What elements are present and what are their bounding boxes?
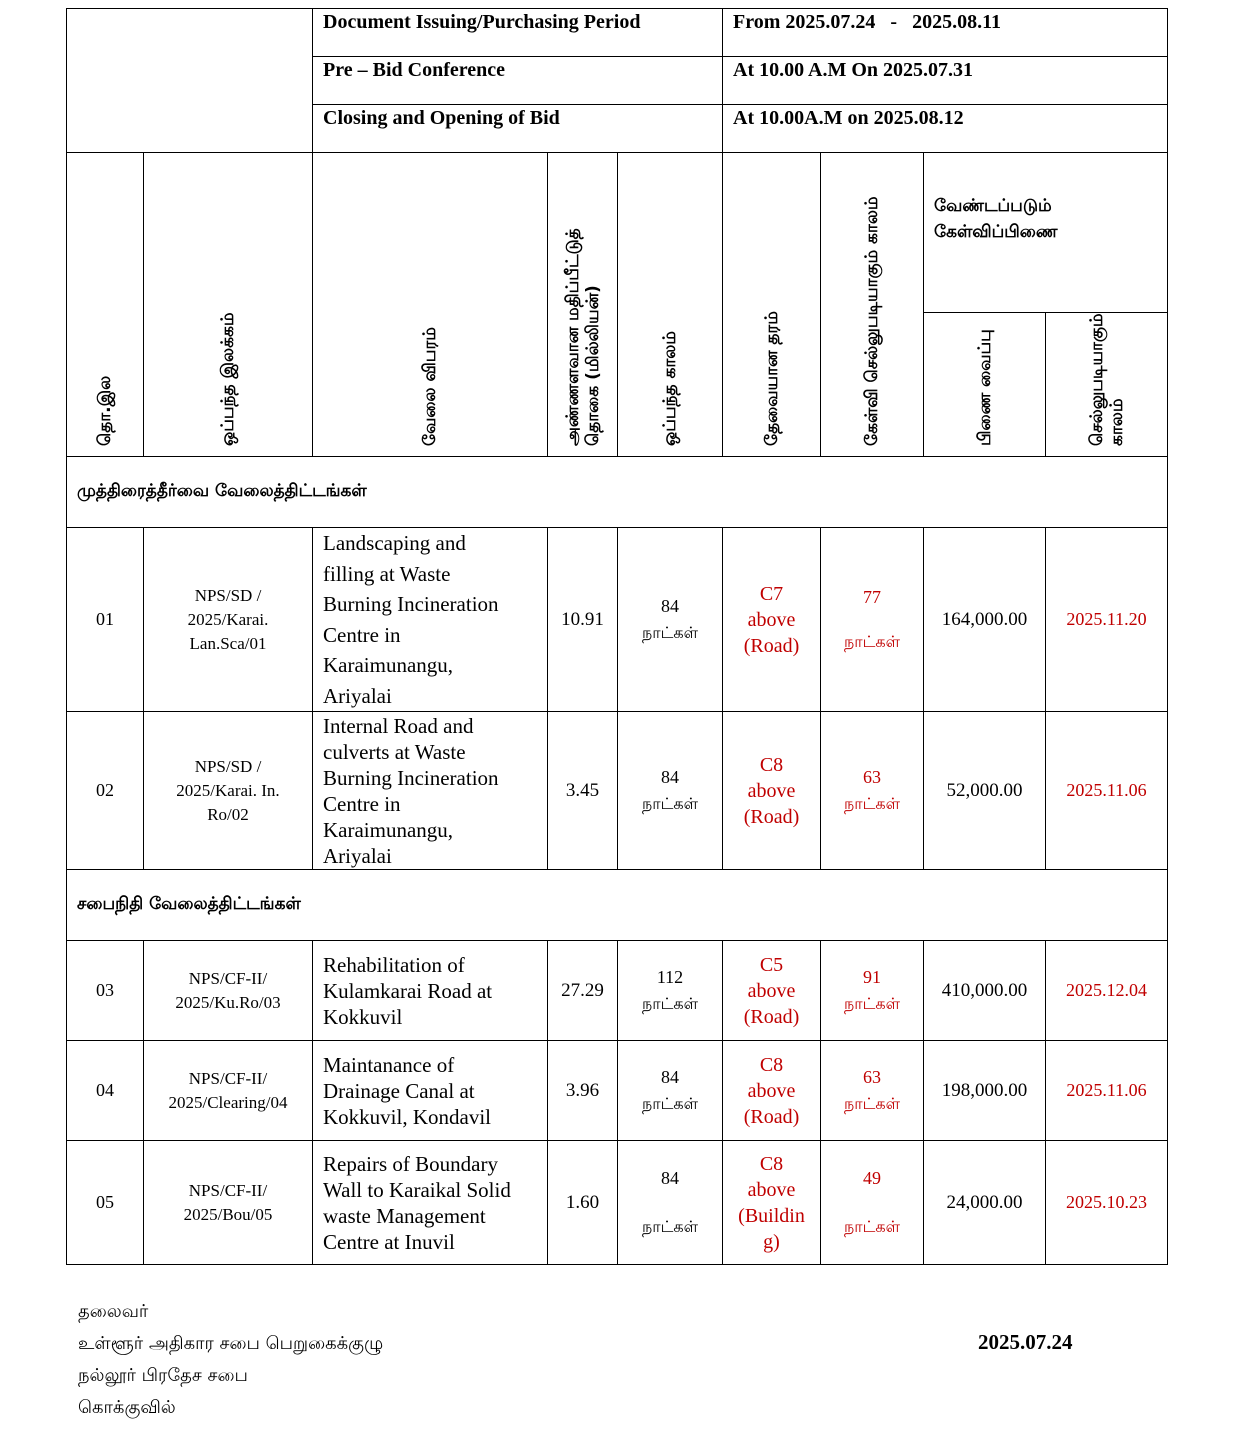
col-header-description-text: வேலை விபரம் — [420, 326, 440, 446]
col-header-security-validity-line1: செல்லுபடியாகும் — [1086, 312, 1107, 446]
row-period — [618, 528, 723, 712]
row-deposit: 24,000.00 — [924, 1141, 1046, 1265]
row-ref — [144, 712, 313, 870]
ref-line: NPS/SD / — [194, 585, 262, 605]
footer-date: 2025.07.24 — [978, 1330, 1073, 1354]
desc-line: Burning Incineration — [323, 765, 499, 790]
row-sno: 04 — [67, 1041, 144, 1141]
col-header-bid-security — [924, 153, 1168, 313]
row-period — [618, 1041, 723, 1141]
col-header-estimate — [548, 153, 618, 457]
validity-unit: நாட்கள் — [844, 1094, 901, 1113]
period-unit: நாட்கள் — [641, 994, 699, 1013]
desc-line: Rehabilitation of — [323, 952, 465, 977]
grade-line: (Road) — [743, 1105, 800, 1128]
validity-unit: நாட்கள் — [844, 1217, 901, 1236]
footer-line: நல்லூர் பிரதேச சபை — [78, 1365, 248, 1386]
validity-days: 49 — [863, 1168, 882, 1188]
section-row — [67, 870, 1168, 941]
desc-line: Ariyalai — [323, 843, 392, 868]
ref-line: 2025/Bou/05 — [183, 1204, 273, 1224]
ref-line: Lan.Sca/01 — [189, 633, 267, 653]
col-header-sno-text: தொ.இல — [95, 375, 115, 446]
schedule-label: Pre – Bid Conference — [313, 57, 723, 105]
validity-days: 91 — [863, 967, 882, 987]
grade-line: g) — [763, 1230, 780, 1253]
col-header-estimate-line1: அண்ணளவான மதிப்பீட்டுத் — [562, 227, 583, 446]
row-deposit: 164,000.00 — [924, 528, 1046, 712]
grade-line: C8 — [759, 1152, 784, 1175]
schedule-value: At 10.00A.M on 2025.08.12 — [723, 105, 1168, 153]
section-row — [67, 457, 1168, 528]
row-bid-validity — [821, 528, 924, 712]
desc-line: Kokkuvil — [323, 1004, 403, 1029]
row-description — [313, 712, 548, 870]
col-header-contract-period-text: ஒப்பந்த காலம் — [660, 330, 680, 446]
desc-line: Centre in — [323, 622, 401, 647]
ref-line: NPS/CF-II/ — [188, 1068, 268, 1088]
grade-line: (Buildin — [738, 1204, 805, 1227]
desc-line: Kulamkarai Road at — [323, 978, 493, 1003]
desc-line: waste Management — [323, 1203, 486, 1228]
row-description — [313, 528, 548, 712]
ref-line: NPS/CF-II/ — [188, 968, 268, 988]
table-row — [67, 941, 1168, 1041]
col-header-contract-period — [618, 153, 723, 457]
row-bid-validity — [821, 941, 924, 1041]
ref-line: Ro/02 — [207, 804, 249, 824]
column-header-row — [67, 153, 1168, 313]
period-unit: நாட்கள் — [641, 1094, 699, 1113]
grade-line: C8 — [759, 1053, 784, 1076]
row-ref — [144, 1141, 313, 1265]
grade-line: above — [747, 1079, 796, 1102]
section-title: முத்திரைத்தீர்வை வேலைத்திட்டங்கள் — [67, 457, 1168, 528]
row-grade — [723, 712, 821, 870]
desc-line: Kokkuvil, Kondavil — [323, 1104, 491, 1129]
row-deposit-validity: 2025.11.20 — [1046, 528, 1168, 712]
row-estimate: 3.96 — [548, 1041, 618, 1141]
col-header-contract-no — [144, 153, 313, 457]
row-bid-validity — [821, 712, 924, 870]
row-bid-validity — [821, 1141, 924, 1265]
desc-line: Karaimunangu, — [323, 817, 454, 842]
table-row — [67, 528, 1168, 712]
row-period — [618, 1141, 723, 1265]
validity-days: 77 — [863, 587, 882, 607]
table-row — [67, 1041, 1168, 1141]
period-days: 84 — [661, 1067, 679, 1087]
col-header-sno — [67, 153, 144, 457]
row-deposit: 52,000.00 — [924, 712, 1046, 870]
row-estimate: 10.91 — [548, 528, 618, 712]
desc-line: Drainage Canal at — [323, 1078, 475, 1103]
ref-line: 2025/Clearing/04 — [168, 1092, 288, 1112]
table-row — [67, 712, 1168, 870]
validity-unit: நாட்கள் — [844, 632, 901, 651]
row-period — [618, 941, 723, 1041]
row-description — [313, 1041, 548, 1141]
row-grade — [723, 941, 821, 1041]
desc-line: Repairs of Boundary — [323, 1151, 498, 1176]
schedule-row — [67, 9, 1168, 57]
row-estimate: 1.60 — [548, 1141, 618, 1265]
row-sno: 03 — [67, 941, 144, 1041]
desc-line: Maintanance of — [323, 1052, 455, 1077]
row-estimate: 3.45 — [548, 712, 618, 870]
validity-days: 63 — [863, 767, 882, 787]
schedule-label: Closing and Opening of Bid — [313, 105, 723, 153]
signature-block — [78, 1296, 383, 1424]
grade-line: above — [747, 979, 796, 1002]
grade-line: above — [747, 608, 796, 631]
grade-line: (Road) — [743, 634, 800, 657]
period-days: 84 — [661, 767, 679, 787]
row-sno: 01 — [67, 528, 144, 712]
desc-line: Burning Incineration — [323, 592, 499, 616]
period-days: 112 — [656, 967, 684, 987]
period-unit: நாட்கள் — [641, 1217, 699, 1236]
row-ref — [144, 941, 313, 1041]
desc-line: Landscaping and — [323, 531, 466, 555]
row-bid-validity — [821, 1041, 924, 1141]
grade-line: C5 — [759, 953, 784, 976]
schedule-label: Document Issuing/Purchasing Period — [313, 9, 723, 57]
ref-line: 2025/Ku.Ro/03 — [175, 992, 281, 1012]
footer-line: உள்ளூர் அதிகார சபை பெறுகைக்குழு — [78, 1333, 384, 1354]
col-header-security-validity-line2: காலம் — [1106, 397, 1127, 446]
col-header-bid-validity — [821, 153, 924, 457]
footer-line: தலைவர் — [78, 1301, 149, 1322]
col-header-bid-validity-text: கேள்வி செல்லுபடியாகும் காலம் — [862, 195, 883, 446]
desc-line: culverts at Waste — [323, 739, 466, 764]
row-ref — [144, 528, 313, 712]
grade-line: above — [747, 779, 796, 802]
footer-line: கொக்குவில் — [78, 1397, 176, 1418]
row-deposit-validity: 2025.11.06 — [1046, 712, 1168, 870]
row-grade — [723, 1041, 821, 1141]
validity-unit: நாட்கள் — [844, 994, 901, 1013]
tender-table — [66, 8, 1168, 1265]
schedule-value: At 10.00 A.M On 2025.07.31 — [723, 57, 1168, 105]
col-header-grade — [723, 153, 821, 457]
ref-line: 2025/Karai. — [187, 609, 269, 629]
row-ref — [144, 1041, 313, 1141]
row-description — [313, 941, 548, 1041]
row-deposit-validity: 2025.10.23 — [1046, 1141, 1168, 1265]
desc-line: filling at Waste — [323, 561, 451, 586]
ref-line: 2025/Karai. In. — [176, 780, 280, 800]
grade-line: C7 — [759, 582, 784, 605]
section-title: சபைநிதி வேலைத்திட்டங்கள் — [67, 870, 1168, 941]
row-deposit: 410,000.00 — [924, 941, 1046, 1041]
period-unit: நாட்கள் — [641, 623, 699, 642]
grade-line: (Road) — [743, 1005, 800, 1028]
tender-notice-sheet — [66, 8, 1167, 1265]
table-row — [67, 1141, 1168, 1265]
col-header-grade-text: தேவையான தரம் — [761, 310, 782, 446]
desc-line: Karaimunangu, — [323, 653, 454, 677]
row-description — [313, 1141, 548, 1265]
validity-days: 63 — [863, 1067, 882, 1087]
grade-line: above — [747, 1178, 796, 1201]
row-estimate: 27.29 — [548, 941, 618, 1041]
blank-cell — [67, 9, 313, 153]
grade-line: (Road) — [743, 805, 800, 828]
desc-line: Ariyalai — [323, 683, 392, 708]
row-sno: 02 — [67, 712, 144, 870]
col-header-security-validity — [1046, 313, 1168, 457]
row-deposit-validity: 2025.11.06 — [1046, 1041, 1168, 1141]
period-days: 84 — [661, 596, 679, 616]
col-header-security-amount-text: பிணை வைப்பு — [974, 328, 995, 446]
ref-line: NPS/SD / — [194, 756, 262, 776]
col-header-estimate-line2: தொகை (மில்லியன்) — [582, 284, 603, 446]
row-sno: 05 — [67, 1141, 144, 1265]
row-deposit-validity: 2025.12.04 — [1046, 941, 1168, 1041]
validity-unit: நாட்கள் — [844, 794, 901, 813]
desc-line: Wall to Karaikal Solid — [323, 1177, 511, 1202]
schedule-value: From 2025.07.24 - 2025.08.11 — [723, 9, 1168, 57]
desc-line: Internal Road and — [323, 713, 474, 738]
ref-line: NPS/CF-II/ — [188, 1180, 268, 1200]
grade-line: C8 — [759, 753, 784, 776]
col-header-contract-no-text: ஒப்பந்த இலக்கம் — [218, 311, 238, 446]
col-header-bid-security-text: வேண்டப்படும் கேள்விப்பிணை — [934, 196, 1058, 242]
row-period — [618, 712, 723, 870]
col-header-description — [313, 153, 548, 457]
desc-line: Centre in — [323, 791, 401, 816]
row-grade — [723, 528, 821, 712]
col-header-security-amount — [924, 313, 1046, 457]
desc-line: Centre at Inuvil — [323, 1229, 455, 1254]
period-days: 84 — [661, 1168, 679, 1188]
row-grade — [723, 1141, 821, 1265]
period-unit: நாட்கள் — [641, 794, 699, 813]
row-deposit: 198,000.00 — [924, 1041, 1046, 1141]
